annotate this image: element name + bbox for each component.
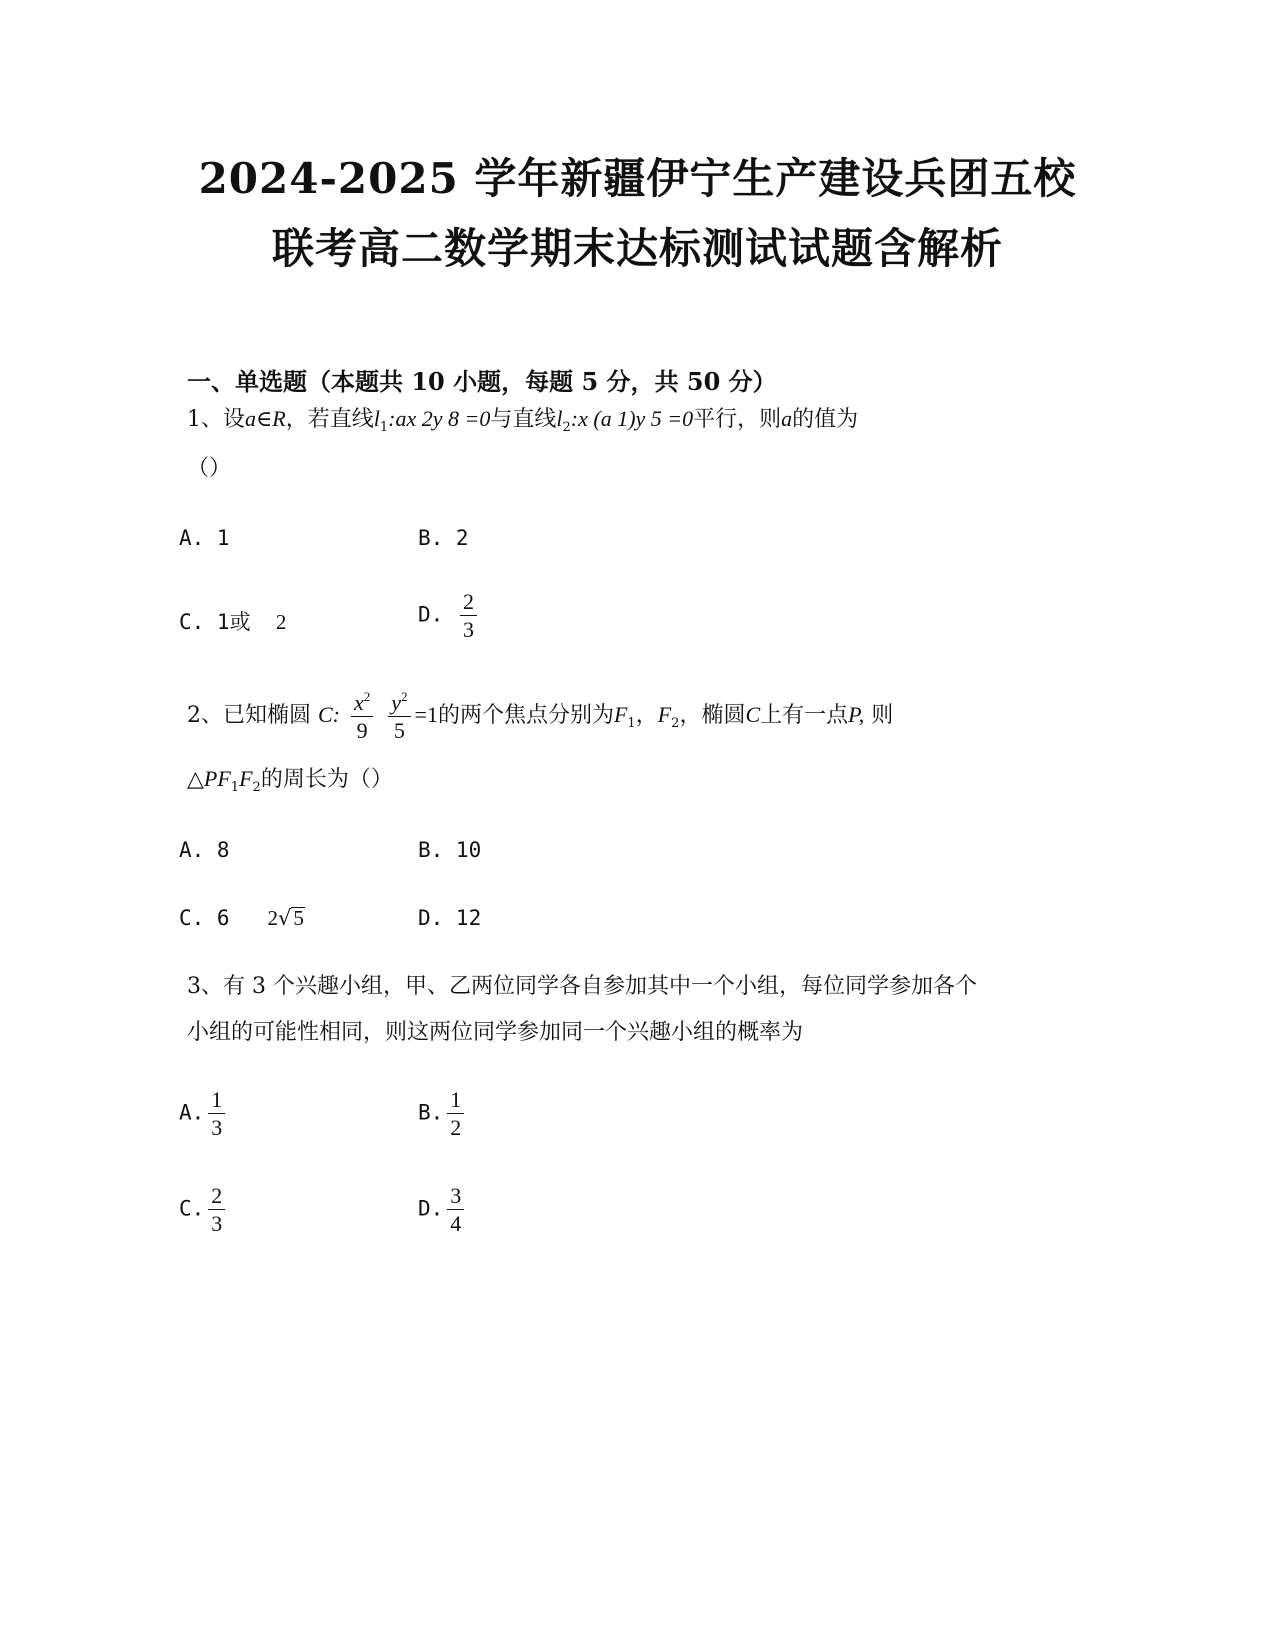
q2-math: F [657, 702, 672, 728]
q2-subscript: 1 [230, 780, 240, 795]
q1-option-d-label: D. [418, 602, 444, 627]
q1-math: l [556, 406, 563, 431]
q1-text: 与直线 [490, 407, 557, 432]
document-title-line-1: 2024-2025 学年新疆伊宁生产建设兵团五校 [198, 154, 1077, 203]
fraction-denominator: 3 [462, 617, 474, 643]
q1-option-b: B. 2 [418, 526, 469, 550]
fraction-numerator: 1 [208, 1088, 225, 1114]
fraction-denominator: 3 [211, 1211, 223, 1237]
q2-option-c-radicand: 5 [293, 906, 304, 930]
q3-option-d-fraction [447, 1184, 464, 1235]
q2-option-a: A. 8 [179, 838, 230, 862]
q2-option-c-coefficient: 2 [267, 906, 279, 930]
q2-math: x [354, 690, 364, 715]
q3-option-b [418, 1088, 468, 1139]
q1-text: ，若直线 [285, 407, 374, 432]
q3-option-b-label: B. [418, 1100, 444, 1125]
fraction-denominator: 2 [450, 1115, 462, 1141]
q3-option-d-label: D. [418, 1196, 444, 1221]
q2-math: C: [318, 702, 340, 728]
q2-superscript: 2 [401, 689, 408, 704]
q1-text: 的值为 [792, 407, 859, 432]
q2-subscript: 1 [627, 716, 636, 732]
q2-math: C [745, 702, 761, 728]
q3-option-a [179, 1088, 229, 1139]
q2-option-c [179, 906, 305, 931]
q2-text: 2、已知椭圆 [187, 703, 311, 729]
q2-option-d: D. 12 [418, 906, 482, 930]
q1-math: :x (a 1)y 5 =0 [570, 406, 694, 431]
q2-option-b: B. 10 [418, 838, 482, 862]
q3-option-c-fraction [208, 1184, 225, 1235]
q2-text: 的两个焦点分别为 [437, 703, 614, 729]
fraction-denominator: 3 [211, 1115, 223, 1141]
q1-option-a: A. 1 [179, 526, 230, 550]
q1-option-d-fraction [460, 590, 477, 641]
question-1-stem [187, 406, 858, 436]
q1-math: a [781, 406, 793, 431]
q1-subscript: 2 [562, 420, 571, 435]
q1-math: :ax 2y 8 =0 [388, 406, 491, 431]
q1-math: l [373, 406, 380, 431]
q1-option-c-label: C. 1或 [179, 610, 251, 634]
q1-subscript: 1 [379, 420, 389, 435]
q1-text: 1、设 [187, 407, 245, 432]
q2-text: ，椭圆 [679, 703, 746, 729]
question-3-stem-line-2: 小组的可能性相同，则这两位同学参加同一个兴趣小组的概率为 [187, 1020, 804, 1045]
q2-text: 则 [871, 703, 894, 729]
q2-math: y [391, 690, 402, 715]
q2-ellipse-fraction-y [388, 690, 410, 742]
document-title-line-2: 联考高二数学期末达标测试试题含解析 [271, 224, 1003, 273]
fraction-numerator: 2 [208, 1184, 225, 1210]
fraction-denominator: 5 [393, 718, 405, 744]
q1-math: a∈R [245, 406, 286, 431]
fraction-numerator: 2 [460, 590, 477, 616]
question-1-stem-line-2: （） [187, 456, 232, 481]
fraction-numerator: 1 [447, 1088, 464, 1114]
q2-superscript: 2 [363, 689, 371, 704]
q2-text: 的周长为（） [260, 767, 393, 792]
question-3-stem: 3、有 3 个兴趣小组，甲、乙两位同学各自参加其中一个小组，每位同学参加各个 [187, 974, 977, 999]
q2-math: P, [848, 702, 865, 728]
fraction-denominator: 9 [356, 718, 368, 744]
q2-math: △PF [187, 766, 231, 791]
question-2-stem-line-2 [187, 766, 393, 796]
q1-option-d [418, 590, 481, 641]
q1-text: 平行，则 [693, 407, 782, 432]
q3-option-c-label: C. [179, 1196, 205, 1221]
q3-option-a-label: A. [179, 1100, 205, 1125]
q2-subscript: 2 [671, 716, 680, 732]
sqrt-symbol: √ [278, 906, 292, 930]
q3-option-c [179, 1184, 229, 1235]
q2-text: 上有一点 [760, 703, 849, 729]
q3-option-d [418, 1184, 468, 1235]
q2-math: =1 [414, 702, 438, 728]
q3-option-b-fraction [447, 1088, 464, 1139]
q2-math: F [613, 702, 628, 728]
q1-option-c-value: 2 [275, 610, 287, 634]
q3-option-a-fraction [208, 1088, 225, 1139]
q2-option-c-label: C. 6 [179, 906, 230, 930]
q2-text: ， [635, 703, 658, 729]
question-2-stem [187, 690, 893, 742]
q2-math: F [239, 766, 253, 791]
section-heading: 一、单选题（本题共 10 小题，每题 5 分，共 50 分） [187, 367, 777, 396]
q1-option-c [179, 606, 286, 636]
fraction-denominator: 4 [450, 1211, 462, 1237]
fraction-numerator: 3 [447, 1184, 464, 1210]
q2-ellipse-fraction-x [351, 690, 373, 742]
q2-subscript: 2 [252, 780, 261, 795]
